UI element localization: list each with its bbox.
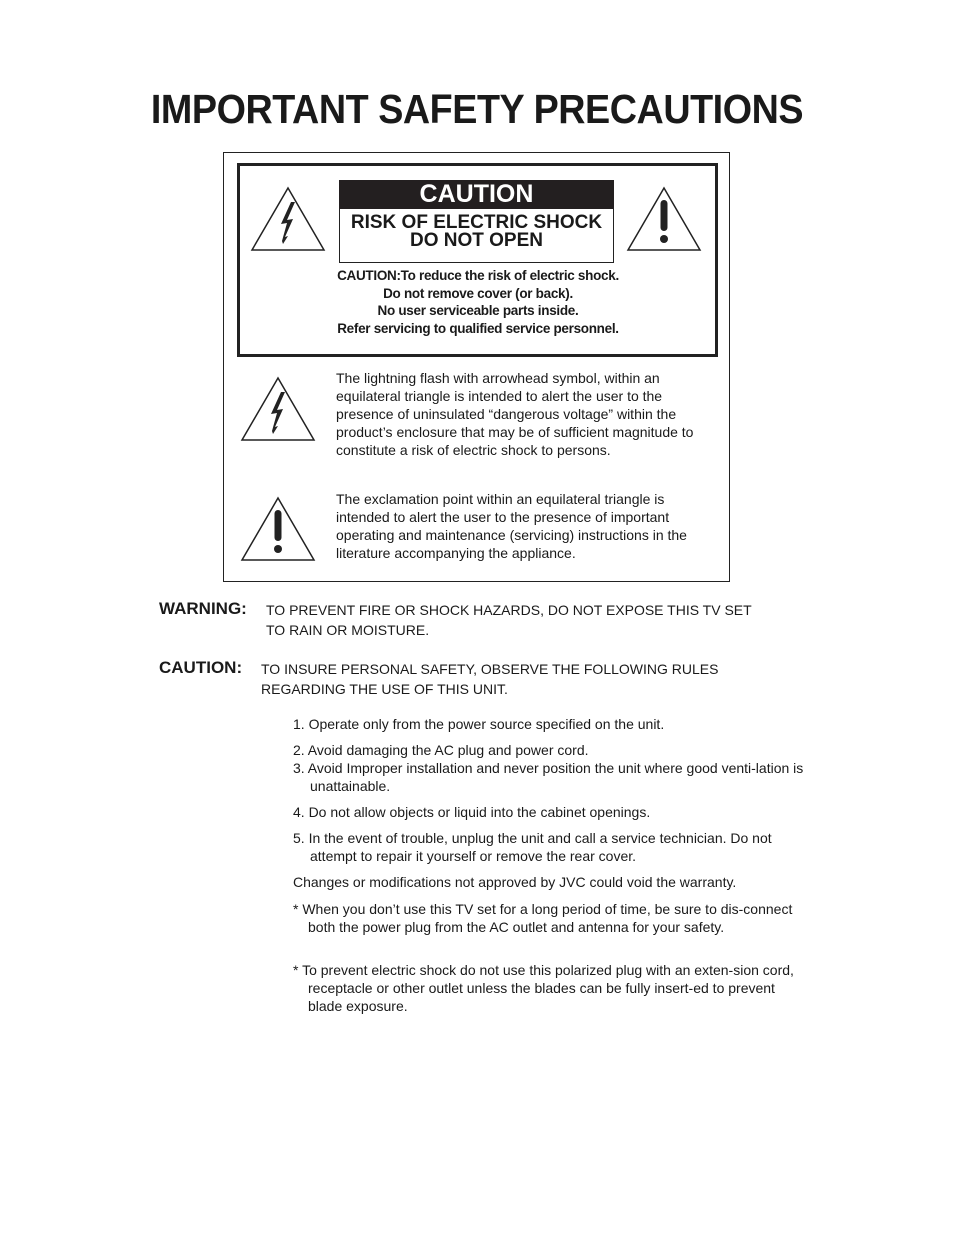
warning-line-1: TO PREVENT FIRE OR SHOCK HAZARDS, DO NOT EXPOSE THIS TV SET (266, 602, 752, 618)
lightning-symbol-description: The lightning flash with arrowhead symbol, within an equilateral triangle is intended to alert the user to the presence of uninsulated “dangerous voltage” within the product’s enclosure that may be of sufficient magnitude to constitute a risk of electric shock to persons. (336, 370, 694, 458)
list-item: * When you don’t use this TV set for a long period of time, be sure to dis-connect both the power plug from the AC outlet and antenna for your safety. (293, 901, 793, 935)
list-item: 1. Operate only from the power source specified on the unit. (293, 716, 665, 732)
caution-line-2: REGARDING THE USE OF THIS UNIT. (261, 681, 508, 697)
warning-label: WARNING: (159, 599, 247, 618)
caution-note: No user serviceable parts inside. (377, 303, 579, 318)
shock-line-1: RISK OF ELECTRIC SHOCK (350, 212, 603, 233)
page-title: IMPORTANT SAFETY PRECAUTIONS (150, 86, 804, 132)
lightning-triangle-icon (250, 186, 326, 252)
lightning-triangle-icon (240, 376, 316, 442)
caution-note: Do not remove cover (or back). (383, 285, 573, 301)
list-item: 3. Avoid Improper installation and never position the unit where good venti-lation is unattainable. (293, 760, 804, 794)
warning-line-2: TO RAIN OR MOISTURE. (266, 622, 430, 638)
shock-warning (339, 209, 614, 263)
list-item: 5. In the event of trouble, unplug the unit and call a service technician. Do not attempt to repair it yourself or remove the rear cover. (293, 830, 772, 864)
caution-notes (260, 267, 696, 337)
caution-line-1: TO INSURE PERSONAL SAFETY, OBSERVE THE FOLLOWING RULES (261, 661, 719, 677)
exclamation-triangle-icon (626, 186, 702, 252)
exclamation-triangle-icon (240, 496, 316, 562)
list-item: 4. Do not allow objects or liquid into the cabinet openings. (293, 804, 651, 820)
list-item: 2. Avoid damaging the AC plug and power cord. (293, 742, 589, 758)
exclamation-symbol-description: The exclamation point within an equilateral triangle is intended to alert the user to the presence of important operating and maintenance (servicing) instructions in the literature accompanying the appliance. (336, 491, 687, 561)
caution-label: CAUTION: (159, 658, 243, 677)
caution-note: Refer servicing to qualified service personnel. (337, 320, 619, 336)
caution-note: CAUTION:To reduce the risk of electric shock. (337, 268, 619, 283)
list-item: * To prevent electric shock do not use this polarized plug with an exten-sion cord, receptacle or other outlet unless the blades can be fully insert-ed to prevent blade exposure. (293, 962, 794, 1014)
caution-heading: CAUTION (339, 180, 614, 209)
shock-line-2: DO NOT OPEN (409, 230, 543, 251)
warranty-note: Changes or modifications not approved by JVC could void the warranty. (293, 874, 737, 890)
